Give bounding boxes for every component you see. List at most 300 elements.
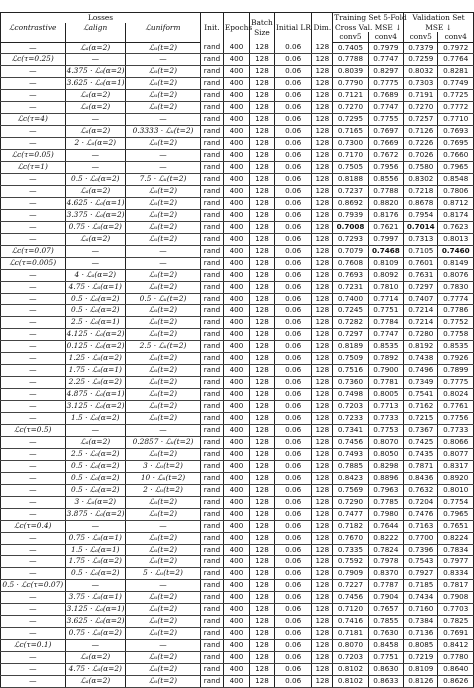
uniform-cell: ℒᵤ(t=2) xyxy=(126,90,201,102)
dim-cell: 128 xyxy=(312,317,333,329)
caption-strip xyxy=(0,0,474,12)
table-row xyxy=(1,436,474,448)
train-conv4-header: conv4 xyxy=(368,32,403,42)
uniform-cell: — xyxy=(126,425,201,437)
epochs-cell: 400 xyxy=(223,389,249,401)
dim-cell: 128 xyxy=(312,150,333,162)
init-cell: rand xyxy=(201,257,224,269)
contrastive-cell: — xyxy=(1,197,66,209)
lr-cell: 0.06 xyxy=(274,293,312,305)
lr-cell: 0.06 xyxy=(274,676,312,688)
train-conv4-cell: 0.7747 xyxy=(368,102,403,114)
val-conv5-cell: 0.7631 xyxy=(404,269,438,281)
align-cell: 1.25 · ℒₐ(α=2) xyxy=(65,353,125,365)
uniform-cell: ℒᵤ(t=2) xyxy=(126,78,201,90)
train-conv4-cell: 0.8109 xyxy=(368,257,403,269)
dim-cell: 128 xyxy=(312,54,333,66)
val-conv5-cell: 0.7160 xyxy=(404,604,438,616)
batch-cell: 128 xyxy=(249,604,274,616)
contrastive-cell: — xyxy=(1,329,66,341)
table-row xyxy=(1,592,474,604)
uniform-cell: ℒᵤ(t=2) xyxy=(126,329,201,341)
table-row xyxy=(1,484,474,496)
contrastive-cell: — xyxy=(1,353,66,365)
table-row xyxy=(1,604,474,616)
batch-cell: 128 xyxy=(249,401,274,413)
batch-cell: 128 xyxy=(249,114,274,126)
epochs-cell: 400 xyxy=(223,436,249,448)
init-cell: rand xyxy=(201,42,224,54)
val-conv5-cell: 0.8678 xyxy=(404,197,438,209)
lr-cell: 0.06 xyxy=(274,580,312,592)
contrastive-cell: — xyxy=(1,66,66,78)
train-conv4-cell: 0.8535 xyxy=(368,341,403,353)
val-conv4-cell: 0.8712 xyxy=(438,197,474,209)
init-cell: rand xyxy=(201,317,224,329)
init-cell: rand xyxy=(201,532,224,544)
batch-cell: 128 xyxy=(249,484,274,496)
dim-cell: 128 xyxy=(312,580,333,592)
batch-cell: 128 xyxy=(249,628,274,640)
val-conv4-cell: 0.7772 xyxy=(438,102,474,114)
val-conv5-cell: 0.7215 xyxy=(404,413,438,425)
align-cell: — xyxy=(65,640,125,652)
lr-cell: 0.06 xyxy=(274,185,312,197)
table-row xyxy=(1,102,474,114)
contrastive-cell: — xyxy=(1,138,66,150)
val-conv4-cell: 0.8013 xyxy=(438,233,474,245)
contrastive-cell: ℒc(τ=0.5) xyxy=(1,425,66,437)
train-conv4-cell: 0.7784 xyxy=(368,317,403,329)
contrastive-cell: — xyxy=(1,269,66,281)
train-conv5-cell: 0.8188 xyxy=(333,173,368,185)
contrastive-cell: — xyxy=(1,508,66,520)
val-conv5-cell: 0.7349 xyxy=(404,377,438,389)
align-cell: 0.125 · ℒₐ(α=2) xyxy=(65,341,125,353)
contrastive-cell: — xyxy=(1,42,66,54)
val-conv4-cell: 0.7977 xyxy=(438,556,474,568)
dim-cell: 128 xyxy=(312,114,333,126)
init-cell: rand xyxy=(201,138,224,150)
batch-cell: 128 xyxy=(249,257,274,269)
epochs-cell: 400 xyxy=(223,496,249,508)
epochs-cell: 400 xyxy=(223,544,249,556)
init-cell: rand xyxy=(201,377,224,389)
align-cell: 1.5 · ℒₐ(α=2) xyxy=(65,413,125,425)
lr-cell: 0.06 xyxy=(274,544,312,556)
uniform-cell: ℒᵤ(t=2) xyxy=(126,413,201,425)
contrastive-cell: ℒc(τ=0.25) xyxy=(1,54,66,66)
train-conv5-cell: 0.7203 xyxy=(333,401,368,413)
contrastive-cell: — xyxy=(1,317,66,329)
batch-cell: 128 xyxy=(249,508,274,520)
dim-cell: 128 xyxy=(312,185,333,197)
table-row xyxy=(1,221,474,233)
val-conv5-cell: 0.7219 xyxy=(404,652,438,664)
batch-cell: 128 xyxy=(249,496,274,508)
init-cell: rand xyxy=(201,114,224,126)
lr-cell: 0.06 xyxy=(274,568,312,580)
table-row xyxy=(1,652,474,664)
contrastive-cell: — xyxy=(1,293,66,305)
train-conv4-cell: 0.8630 xyxy=(368,664,403,676)
val-conv5-cell: 0.7476 xyxy=(404,508,438,520)
align-cell: — xyxy=(65,150,125,162)
batch-cell: 128 xyxy=(249,353,274,365)
init-header: Init. xyxy=(201,13,224,43)
contrastive-cell: — xyxy=(1,616,66,628)
init-cell: rand xyxy=(201,173,224,185)
epochs-cell: 400 xyxy=(223,664,249,676)
uniform-cell: 0.5 · ℒᵤ(t=2) xyxy=(126,293,201,305)
dim-cell: 128 xyxy=(312,245,333,257)
val-conv4-cell: 0.7830 xyxy=(438,281,474,293)
lr-cell: 0.06 xyxy=(274,604,312,616)
val-conv4-cell: 0.7775 xyxy=(438,377,474,389)
init-cell: rand xyxy=(201,221,224,233)
align-cell: 4.125 · ℒₐ(α=2) xyxy=(65,329,125,341)
table-row xyxy=(1,293,474,305)
init-cell: rand xyxy=(201,568,224,580)
table-row xyxy=(1,281,474,293)
dim-cell: 128 xyxy=(312,556,333,568)
uniform-cell: ℒᵤ(t=2) xyxy=(126,389,201,401)
lr-cell: 0.06 xyxy=(274,652,312,664)
epochs-cell: 400 xyxy=(223,448,249,460)
batch-cell: 128 xyxy=(249,42,274,54)
uniform-cell: ℒᵤ(t=2) xyxy=(126,508,201,520)
uniform-cell: — xyxy=(126,162,201,174)
align-cell: 0.75 · ℒₐ(α=1) xyxy=(65,532,125,544)
val-conv5-cell: 0.7303 xyxy=(404,78,438,90)
dim-cell: 128 xyxy=(312,520,333,532)
contrastive-cell: ℒc(τ=0.005) xyxy=(1,257,66,269)
batch-cell: 128 xyxy=(249,616,274,628)
lr-cell: 0.06 xyxy=(274,532,312,544)
train-conv4-cell: 0.8458 xyxy=(368,640,403,652)
val-conv5-cell: 0.7871 xyxy=(404,460,438,472)
train-conv5-cell: 0.7360 xyxy=(333,377,368,389)
epochs-cell: 400 xyxy=(223,472,249,484)
batch-cell: 128 xyxy=(249,102,274,114)
val-conv5-cell: 0.7407 xyxy=(404,293,438,305)
initial-lr-header: Initial LR xyxy=(274,13,312,43)
align-cell: — xyxy=(65,425,125,437)
init-cell: rand xyxy=(201,281,224,293)
lr-cell: 0.06 xyxy=(274,233,312,245)
epochs-cell: 400 xyxy=(223,341,249,353)
batch-cell: 128 xyxy=(249,90,274,102)
train-conv5-cell: 0.7300 xyxy=(333,138,368,150)
epochs-cell: 400 xyxy=(223,293,249,305)
init-cell: rand xyxy=(201,353,224,365)
dim-cell: 128 xyxy=(312,138,333,150)
table-row xyxy=(1,460,474,472)
epochs-cell: 400 xyxy=(223,568,249,580)
epochs-cell: 400 xyxy=(223,173,249,185)
train-conv5-cell: 0.8102 xyxy=(333,664,368,676)
val-conv4-cell: 0.8174 xyxy=(438,209,474,221)
train-conv4-cell: 0.8896 xyxy=(368,472,403,484)
epochs-cell: 400 xyxy=(223,652,249,664)
batch-cell: 128 xyxy=(249,269,274,281)
lr-cell: 0.06 xyxy=(274,425,312,437)
dim-cell: 128 xyxy=(312,197,333,209)
train-conv4-cell: 0.8070 xyxy=(368,436,403,448)
val-conv5-cell: 0.7126 xyxy=(404,126,438,138)
val-conv4-cell: 0.7806 xyxy=(438,185,474,197)
train-conv4-cell: 0.8222 xyxy=(368,532,403,544)
align-cell: 0.5 · ℒₐ(α=2) xyxy=(65,305,125,317)
batch-cell: 128 xyxy=(249,329,274,341)
val-conv4-cell: 0.7764 xyxy=(438,54,474,66)
align-cell: 0.5 · ℒₐ(α=2) xyxy=(65,484,125,496)
lr-cell: 0.06 xyxy=(274,78,312,90)
train-conv4-cell: 0.8050 xyxy=(368,448,403,460)
contrastive-cell: — xyxy=(1,628,66,640)
uniform-cell: — xyxy=(126,54,201,66)
align-cell: 2.25 · ℒₐ(α=2) xyxy=(65,377,125,389)
uniform-cell: ℒᵤ(t=2) xyxy=(126,616,201,628)
table-row xyxy=(1,66,474,78)
lr-cell: 0.06 xyxy=(274,245,312,257)
uniform-cell: ℒᵤ(t=2) xyxy=(126,365,201,377)
batch-cell: 128 xyxy=(249,365,274,377)
dim-cell: 128 xyxy=(312,353,333,365)
train-conv5-cell: 0.7405 xyxy=(333,42,368,54)
val-conv5-cell: 0.7185 xyxy=(404,580,438,592)
table-row xyxy=(1,556,474,568)
val-conv4-cell: 0.7965 xyxy=(438,508,474,520)
table-row xyxy=(1,568,474,580)
val-conv5-cell: 0.7954 xyxy=(404,209,438,221)
train-conv4-cell: 0.7963 xyxy=(368,484,403,496)
init-cell: rand xyxy=(201,448,224,460)
dim-cell: 128 xyxy=(312,365,333,377)
contrastive-cell: — xyxy=(1,484,66,496)
train-conv4-cell: 0.7810 xyxy=(368,281,403,293)
val-conv5-cell: 0.7105 xyxy=(404,245,438,257)
train-conv5-cell: 0.7670 xyxy=(333,532,368,544)
train-conv5-cell: 0.7400 xyxy=(333,293,368,305)
lr-cell: 0.06 xyxy=(274,377,312,389)
align-cell: 1.75 · ℒₐ(α=1) xyxy=(65,365,125,377)
align-cell: ℒₐ(α=2) xyxy=(65,102,125,114)
train-conv4-cell: 0.7824 xyxy=(368,544,403,556)
train-conv5-cell: 0.7416 xyxy=(333,616,368,628)
dim-cell: 128 xyxy=(312,329,333,341)
val-conv4-cell: 0.7623 xyxy=(438,221,474,233)
epochs-cell: 400 xyxy=(223,305,249,317)
epochs-cell: 400 xyxy=(223,233,249,245)
val-conv5-cell: 0.7580 xyxy=(404,162,438,174)
uniform-cell: ℒᵤ(t=2) xyxy=(126,102,201,114)
dim-cell: 128 xyxy=(312,102,333,114)
batch-cell: 128 xyxy=(249,413,274,425)
batch-size-header: Batch Size xyxy=(249,13,274,43)
uniform-cell: — xyxy=(126,114,201,126)
align-cell: 0.5 · ℒₐ(α=2) xyxy=(65,568,125,580)
batch-cell: 128 xyxy=(249,389,274,401)
epochs-cell: 400 xyxy=(223,66,249,78)
contrastive-cell: — xyxy=(1,676,66,688)
align-cell: 3.875 · ℒₐ(α=2) xyxy=(65,508,125,520)
init-cell: rand xyxy=(201,90,224,102)
batch-cell: 128 xyxy=(249,652,274,664)
dim-cell: 128 xyxy=(312,544,333,556)
init-cell: rand xyxy=(201,508,224,520)
epochs-cell: 400 xyxy=(223,508,249,520)
align-cell: 0.75 · ℒₐ(α=2) xyxy=(65,221,125,233)
batch-cell: 128 xyxy=(249,341,274,353)
train-conv4-cell: 0.7713 xyxy=(368,401,403,413)
val-conv5-cell: 0.7280 xyxy=(404,329,438,341)
contrastive-cell: — xyxy=(1,221,66,233)
contrastive-cell: ℒc(τ=1) xyxy=(1,162,66,174)
contrastive-cell: — xyxy=(1,209,66,221)
init-cell: rand xyxy=(201,401,224,413)
val-conv4-cell: 0.8640 xyxy=(438,664,474,676)
train-conv4-cell: 0.8298 xyxy=(368,460,403,472)
contrastive-cell: — xyxy=(1,126,66,138)
dim-cell: 128 xyxy=(312,568,333,580)
results-table-container xyxy=(0,12,474,688)
train-conv4-cell: 0.7672 xyxy=(368,150,403,162)
val-conv5-cell: 0.7026 xyxy=(404,150,438,162)
train-conv5-cell: 0.7505 xyxy=(333,162,368,174)
val-conv5-cell: 0.7191 xyxy=(404,90,438,102)
init-cell: rand xyxy=(201,520,224,532)
train-conv4-cell: 0.7747 xyxy=(368,54,403,66)
val-conv4-cell: 0.8548 xyxy=(438,173,474,185)
train-conv5-cell: 0.7237 xyxy=(333,185,368,197)
table-row xyxy=(1,317,474,329)
epochs-cell: 400 xyxy=(223,353,249,365)
align-cell: 4.875 · ℒₐ(α=1) xyxy=(65,389,125,401)
init-cell: rand xyxy=(201,78,224,90)
epochs-cell: 400 xyxy=(223,484,249,496)
train-conv4-cell: 0.8005 xyxy=(368,389,403,401)
train-conv4-cell: 0.7468 xyxy=(368,245,403,257)
val-conv5-cell: 0.7632 xyxy=(404,484,438,496)
epochs-cell: 400 xyxy=(223,604,249,616)
train-conv5-cell: 0.7121 xyxy=(333,90,368,102)
train-conv4-cell: 0.7904 xyxy=(368,592,403,604)
align-cell: — xyxy=(65,54,125,66)
lr-cell: 0.06 xyxy=(274,353,312,365)
train-conv4-cell: 0.7751 xyxy=(368,305,403,317)
val-conv5-cell: 0.7218 xyxy=(404,185,438,197)
contrastive-cell: 0.5 · ℒc(τ=0.07) xyxy=(1,580,66,592)
lr-cell: 0.06 xyxy=(274,221,312,233)
val-conv5-cell: 0.8032 xyxy=(404,66,438,78)
epochs-cell: 400 xyxy=(223,676,249,688)
table-row xyxy=(1,197,474,209)
train-conv5-cell: 0.8102 xyxy=(333,676,368,688)
train-conv4-cell: 0.7697 xyxy=(368,126,403,138)
epochs-cell: 400 xyxy=(223,580,249,592)
val-conv4-cell: 0.8412 xyxy=(438,640,474,652)
batch-cell: 128 xyxy=(249,233,274,245)
dim-cell: 128 xyxy=(312,425,333,437)
val-mse-header: Validation Set MSE ↓ xyxy=(404,13,474,33)
lr-cell: 0.06 xyxy=(274,640,312,652)
table-row xyxy=(1,425,474,437)
train-conv5-cell: 0.7790 xyxy=(333,78,368,90)
table-row xyxy=(1,245,474,257)
table-row xyxy=(1,329,474,341)
uniform-cell: ℒᵤ(t=2) xyxy=(126,448,201,460)
align-cell: 3 · ℒₐ(α=2) xyxy=(65,496,125,508)
contrastive-cell: ℒc(τ=4) xyxy=(1,114,66,126)
contrastive-cell: ℒc(τ=0.07) xyxy=(1,245,66,257)
contrastive-cell: — xyxy=(1,472,66,484)
val-conv5-cell: 0.7384 xyxy=(404,616,438,628)
val-conv5-cell: 0.7379 xyxy=(404,42,438,54)
contrastive-cell: — xyxy=(1,281,66,293)
epochs-cell: 400 xyxy=(223,401,249,413)
batch-cell: 128 xyxy=(249,448,274,460)
val-conv4-cell: 0.7754 xyxy=(438,496,474,508)
batch-cell: 128 xyxy=(249,221,274,233)
val-conv5-cell: 0.7257 xyxy=(404,114,438,126)
val-conv4-cell: 0.7825 xyxy=(438,616,474,628)
init-cell: rand xyxy=(201,389,224,401)
val-conv4-cell: 0.7660 xyxy=(438,150,474,162)
val-conv4-cell: 0.7786 xyxy=(438,305,474,317)
train-conv4-cell: 0.7644 xyxy=(368,520,403,532)
lr-cell: 0.06 xyxy=(274,460,312,472)
train-conv5-cell: 0.7245 xyxy=(333,305,368,317)
init-cell: rand xyxy=(201,293,224,305)
lr-cell: 0.06 xyxy=(274,257,312,269)
val-conv4-cell: 0.7899 xyxy=(438,365,474,377)
train-conv4-cell: 0.7753 xyxy=(368,425,403,437)
uniform-cell: ℒᵤ(t=2) xyxy=(126,317,201,329)
init-cell: rand xyxy=(201,460,224,472)
table-row xyxy=(1,90,474,102)
contrastive-cell: ℒc(τ=0.4) xyxy=(1,520,66,532)
lr-cell: 0.06 xyxy=(274,389,312,401)
epochs-cell: 400 xyxy=(223,197,249,209)
batch-cell: 128 xyxy=(249,592,274,604)
dim-cell: 128 xyxy=(312,401,333,413)
init-cell: rand xyxy=(201,102,224,114)
dim-cell: 128 xyxy=(312,66,333,78)
batch-cell: 128 xyxy=(249,472,274,484)
dim-cell: 128 xyxy=(312,448,333,460)
table-row xyxy=(1,114,474,126)
uniform-cell: ℒᵤ(t=2) xyxy=(126,496,201,508)
lr-cell: 0.06 xyxy=(274,114,312,126)
uniform-cell: ℒᵤ(t=2) xyxy=(126,353,201,365)
dim-cell: 128 xyxy=(312,269,333,281)
val-conv4-cell: 0.7695 xyxy=(438,138,474,150)
align-cell: ℒₐ(α=2) xyxy=(65,90,125,102)
table-row xyxy=(1,54,474,66)
align-cell: ℒₐ(α=2) xyxy=(65,185,125,197)
align-cell: 2.5 · ℒₐ(α=2) xyxy=(65,448,125,460)
uniform-cell: ℒᵤ(t=2) xyxy=(126,652,201,664)
train-conv4-cell: 0.7689 xyxy=(368,90,403,102)
uniform-cell: ℒᵤ(t=2) xyxy=(126,66,201,78)
batch-cell: 128 xyxy=(249,676,274,688)
init-cell: rand xyxy=(201,604,224,616)
val-conv4-cell: 0.8920 xyxy=(438,472,474,484)
train-conv5-cell: 0.7008 xyxy=(333,221,368,233)
epochs-cell: 400 xyxy=(223,150,249,162)
table-row xyxy=(1,138,474,150)
